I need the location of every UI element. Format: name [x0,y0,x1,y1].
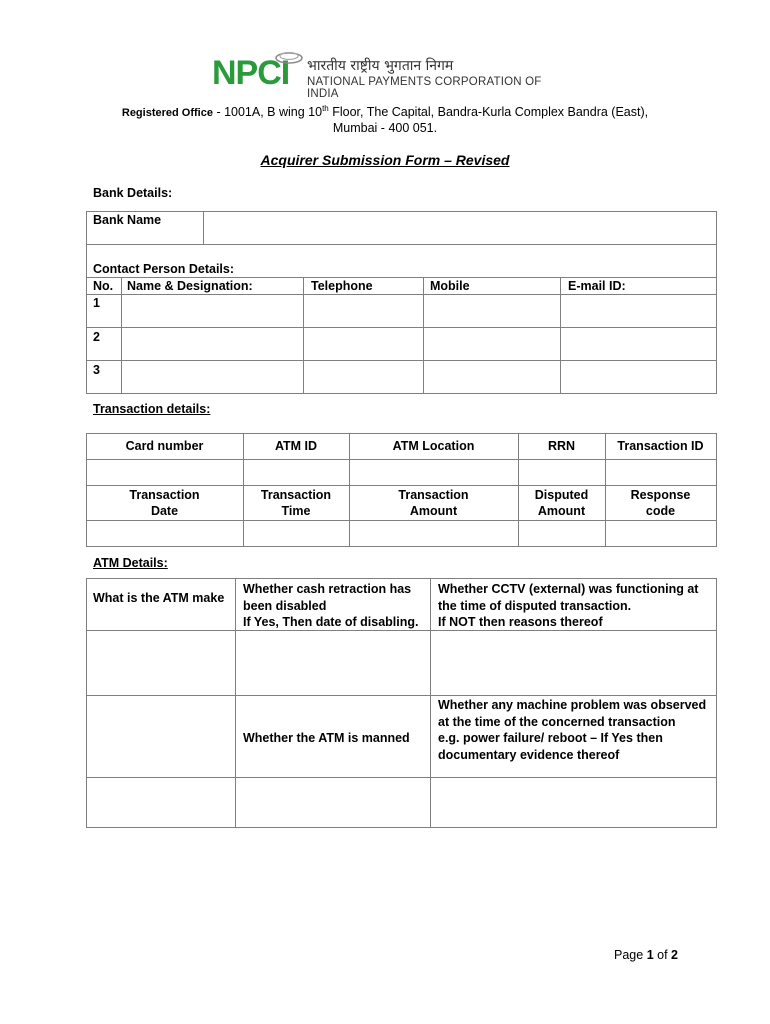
logo-swirl-icon [274,50,304,64]
q-machine-problem: Whether any machine problem was observed at the time of the concerned transaction e.g. power failure/ reboot – If Yes then documentary evidence thereof [438,698,707,762]
col-mobile: Mobile [430,279,470,293]
logo-hindi-text: भारतीय राष्ट्रीय भुगतान निगम [307,58,454,74]
th-disputed-amount: Disputed Amount [534,488,589,518]
transaction-heading: Transaction details: [93,402,211,416]
logo-english-text: NATIONAL PAYMENTS CORPORATION OF INDIA [307,76,542,100]
page-number: Page 1 of 2 [614,948,678,962]
th-transaction-amount: Transaction Amount [398,488,469,518]
form-title: Acquirer Submission Form – Revised [260,152,510,168]
bank-details-heading: Bank Details: [93,186,173,200]
col-no: No. [93,279,114,293]
address-part-a: - 1001A, B wing 10 [212,105,323,120]
th-response-code: Response code [630,488,691,518]
th-atm-location: ATM Location [392,439,475,453]
contact-row-1: 1 [93,296,100,310]
th-atm-id: ATM ID [274,439,318,453]
th-transaction-date: Transaction Date [129,488,200,518]
th-rrn: RRN [547,439,576,453]
contact-heading: Contact Person Details: [93,262,235,276]
q-atm-manned: Whether the ATM is manned [243,731,410,745]
bank-name-field[interactable] [204,212,716,244]
contact-row-3: 3 [93,363,100,377]
logo-wordmark: NPCI [212,54,290,92]
office-label: Registered Office [121,107,213,120]
atm-heading: ATM Details: [93,556,168,570]
q-cash-retraction: Whether cash retraction has been disabled If Yes, Then date of disabling. [243,582,419,629]
col-telephone: Telephone [311,279,373,293]
registered-office-address [0,104,770,119]
address-sup: th [322,104,329,113]
bank-name-label: Bank Name [93,213,162,227]
th-transaction-id: Transaction ID [617,439,704,453]
npci-logo [212,52,557,100]
th-card-number: Card number [125,439,204,453]
address-part-b: Floor, The Capital, Bandra-Kurla Complex Bandra (East), [328,105,649,120]
q-cctv: Whether CCTV (external) was functioning at the time of disputed transaction. If NOT then reasons thereof [438,582,699,629]
contact-row-2: 2 [93,330,100,344]
col-name-designation: Name & Designation: [127,279,253,293]
th-transaction-time: Transaction Time [260,488,332,518]
col-email: E-mail ID: [568,279,626,293]
address-line-2: Mumbai - 400 051. [332,121,438,135]
q-atm-make: What is the ATM make [93,591,225,605]
